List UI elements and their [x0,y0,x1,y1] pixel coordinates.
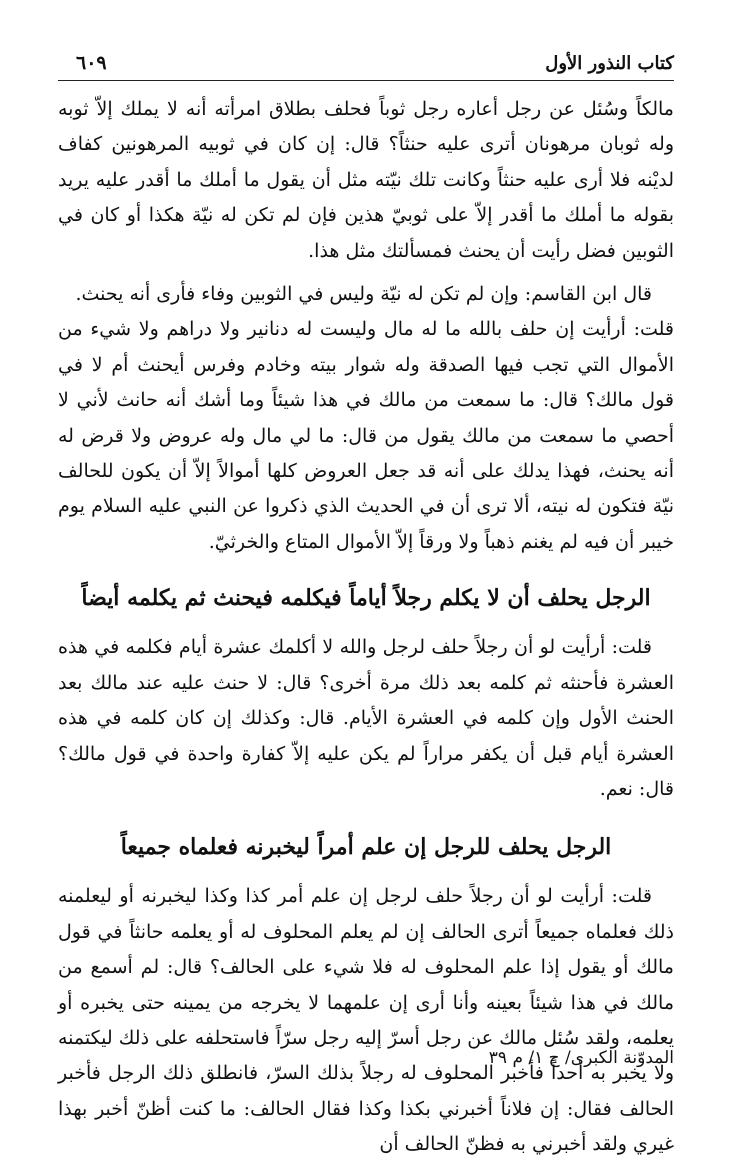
page-header [58,40,674,81]
page-number: ٦٠٩ [76,52,107,74]
section-text-speaking-oath: قلت: أرأيت لو أن رجلاً حلف لرجل والله لا أكلمك عشرة أيام فكلمه في هذه العشرة فأحنثه ثم كلمه بعد ذلك مرة أخرى؟ قال: لا حنث عليه عند مالك بعد الحنث الأول وإن كلمه في العشرة الأيام. قال: وكذلك إن كان كلمه في هذه العشرة أيام قبل أن يكفر مراراً لم يكن عليه إلاّ كفارة واحدة في قول مالك؟ قال: نعم. [58,636,674,800]
paragraph-question-wealth: قلت: أرأيت إن حلف بالله ما له مال وليست له دنانير ولا دراهم ولا شيء من الأموال التي تجب فيها الصدقة وله شوار بيته وخادم وفرس أيحنث أم لا في قول مالك؟ قال: ما سمعت من مالك في هذا شيئاً وما أشك أنه حانث لأني لا أحصي ما سمعت من مالك يقول من قال: ما لي مال وله عروض ولا قرض له أنه يحنث، فهذا يدلك على أنه قد جعل العروض كلها أموالاً إلاّ أن يكون للحالف نيّة فتكون له نيته، ألا ترى أن في الحديث الذي ذكروا عن النبي عليه السلام يوم خيبر أن فيه لم يغنم ذهباً ولا ورقاً إلاّ الأموال المتاع والخرثيّ. [58,318,674,553]
paragraph-ibn-alqasim: قال ابن القاسم: وإن لم تكن له نيّة وليس في الثوبين وفاء فأرى أنه يحنث. [75,283,652,306]
paragraph-continuation: مالكاً وسُئل عن رجل أعاره رجل ثوباً فحلف بطلاق امرأته أنه لا يملك إلاّ ثوبه وله ثوبان مرهونان أترى عليه حنثاً؟ قال: إن كان في ثوبيه المرهونين كفاف لديْنه فلا أرى عليه حنثاً وكانت تلك نيّته مثل أن يقول ما أملك ما أقدر عليه يريد بقوله ما أملك ما أقدر إلاّ على ثوبيّ هذين فإن لم تكن له نيّة هكذا أو كان في الثوبين فضل رأيت أن يحنث فمسألتك مثل هذا. [58,98,674,262]
running-title: كتاب النذور الأول [545,53,674,74]
section-heading-informing-oath: الرجل يحلف للرجل إن علم أمراً ليخبرنه فعلماه جميعاً [120,834,612,861]
page-body [58,92,674,1163]
section-heading-speaking-oath: الرجل يحلف أن لا يكلم رجلاً أياماً فيكلمه فيحنث ثم يكلمه أيضاً [81,585,651,612]
section-text-informing-oath: قلت: أرأيت لو أن رجلاً حلف لرجل إن علم أمر كذا وكذا ليخبرنه أو ليعلمنه ذلك فعلماه جميعاً أترى الحالف إن لم يعلم المحلوف له أو يعلمه حانثاً في قول مالك أو يقول إذا علم المحلوف له فلا شيء على الحالف؟ قال: لم أسمع من مالك في هذا شيئاً بعينه وأنا أرى إن علمهما لا يخرجه من يمينه حتى يخبره أو يعلمه، ولقد سُئل مالك عن رجل أسرّ إليه رجل سرّاً فاستحلفه على ذلك ليكتمنه ولا يخبر به أحداً فأخبر المحلوف له رجلاً بذلك السرّ، فانطلق ذلك الرجل فأخبر الحالف فقال: إن فلاناً أخبرني بكذا وكذا فقال الحالف: ما كنت أظنّ أخبر بهذا غيري ولقد أخبرني به فظنّ الحالف أن [58,885,674,1156]
page-footer-signature: المدوّنة الكبرى/ ج ١/ م ٣٩ [488,1048,674,1068]
